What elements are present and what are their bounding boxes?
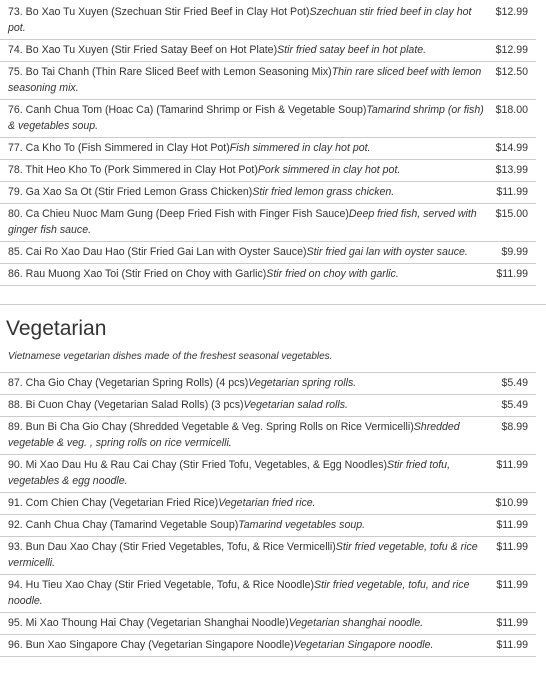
- menu-item[interactable]: [0, 575, 536, 613]
- item-price: $12.50: [495, 66, 528, 78]
- menu-item[interactable]: [0, 515, 536, 537]
- item-name: 79. Ga Xao Sa Ot (Stir Fried Lemon Grass Chicken): [8, 186, 253, 198]
- item-description: Tamarind shrimp (or fish) & vegetables soup.: [8, 104, 484, 132]
- item-name: 74. Bo Xao Tu Xuyen (Stir Fried Satay Beef on Hot Plate): [8, 44, 278, 56]
- item-description: Vegetarian spring rolls.: [248, 377, 357, 389]
- menu-item[interactable]: [0, 395, 536, 417]
- menu-item[interactable]: [0, 204, 536, 242]
- item-name: 78. Thit Heo Kho To (Pork Simmered in Clay Hot Pot): [8, 164, 258, 176]
- section-title: Vegetarian: [6, 317, 107, 340]
- item-name: 87. Cha Gio Chay (Vegetarian Spring Rolls) (4 pcs): [8, 377, 249, 389]
- item-name: 90. Mi Xao Dau Hu & Rau Cai Chay (Stir Fried Tofu, Vegetables, & Egg Noodles): [8, 459, 388, 471]
- item-name: 80. Ca Chieu Nuoc Mam Gung (Deep Fried Fish with Finger Fish Sauce): [8, 208, 349, 220]
- item-name: 91. Com Chien Chay (Vegetarian Fried Rice): [8, 497, 219, 509]
- item-description: Thin rare sliced beef with lemon seasoning mix.: [8, 66, 482, 94]
- item-name: 92. Canh Chua Chay (Tamarind Vegetable Soup): [8, 519, 239, 531]
- item-price: $10.99: [495, 497, 528, 509]
- item-description: Vegetarian salad rolls.: [243, 399, 348, 411]
- item-name: 75. Bo Tai Chanh (Thin Rare Sliced Beef with Lemon Seasoning Mix): [8, 66, 332, 78]
- menu-item[interactable]: [0, 264, 536, 286]
- item-name: 93. Bun Dau Xao Chay (Stir Fried Vegetables, Tofu, & Rice Vermicelli): [8, 541, 336, 553]
- item-description: Stir fried vegetable, tofu & rice vermicelli.: [8, 541, 478, 569]
- item-description: Vegetarian shanghai noodle.: [288, 617, 424, 629]
- item-description: Stir fried vegetable, tofu, and rice noodle.: [8, 579, 470, 607]
- item-description: Stir fried gai lan with oyster sauce.: [306, 246, 468, 258]
- item-description: Shredded vegetable & veg. , spring rolls on rice vermicelli.: [8, 421, 460, 449]
- item-name: 88. Bi Cuon Chay (Vegetarian Salad Rolls) (3 pcs): [8, 399, 244, 411]
- menu-item[interactable]: [0, 62, 536, 100]
- section-divider: [0, 304, 546, 305]
- item-name: 96. Bun Xao Singapore Chay (Vegetarian Singapore Noodle): [8, 639, 294, 651]
- item-price: $11.99: [496, 541, 528, 553]
- item-price: $11.99: [496, 519, 528, 531]
- item-price: $15.00: [495, 208, 528, 220]
- menu-item[interactable]: [0, 100, 536, 138]
- item-price: $8.99: [501, 421, 528, 433]
- vegetarian-dish-list: [0, 372, 536, 657]
- item-name: 86. Rau Muong Xao Toi (Stir Fried on Choy with Garlic): [8, 268, 267, 280]
- item-price: $11.99: [496, 617, 528, 629]
- menu-item[interactable]: [0, 182, 536, 204]
- item-price: $12.99: [495, 44, 528, 56]
- item-price: $11.99: [496, 186, 528, 198]
- menu-item[interactable]: [0, 455, 536, 493]
- item-price: $13.99: [495, 164, 528, 176]
- item-name: 94. Hu Tieu Xao Chay (Stir Fried Vegetable, Tofu, & Rice Noodle): [8, 579, 315, 591]
- item-description: Vegetarian Singapore noodle.: [293, 639, 434, 651]
- item-price: $18.00: [495, 104, 528, 116]
- menu-item[interactable]: [0, 493, 536, 515]
- item-description: Pork simmered in clay hot pot.: [257, 164, 401, 176]
- item-description: Stir fried on choy with garlic.: [266, 268, 399, 280]
- item-description: Szechuan stir fried beef in clay hot pot.: [8, 6, 472, 34]
- item-name: 77. Ca Kho To (Fish Simmered in Clay Hot Pot): [8, 142, 230, 154]
- item-price: $14.99: [495, 142, 528, 154]
- item-description: Deep fried fish, served with ginger fish sauce.: [8, 208, 477, 236]
- section-subtitle: Vietnamese vegetarian dishes made of the freshest seasonal vegetables.: [8, 351, 333, 362]
- menu-item[interactable]: [0, 537, 536, 575]
- item-price: $11.99: [496, 579, 528, 591]
- menu-item[interactable]: [0, 138, 536, 160]
- item-name: 76. Canh Chua Tom (Hoac Ca) (Tamarind Shrimp or Fish & Vegetable Soup): [8, 104, 367, 116]
- menu-item[interactable]: [0, 417, 536, 455]
- item-description: Vegetarian fried rice.: [218, 497, 316, 509]
- item-description: Tamarind vegetables soup.: [238, 519, 366, 531]
- menu-item[interactable]: [0, 2, 536, 40]
- item-price: $11.99: [496, 268, 528, 280]
- menu-item[interactable]: [0, 40, 536, 62]
- item-price: $11.99: [496, 459, 528, 471]
- item-price: $5.49: [501, 399, 528, 411]
- item-name: 85. Cai Ro Xao Dau Hao (Stir Fried Gai Lan with Oyster Sauce): [8, 246, 307, 258]
- menu-item[interactable]: [0, 635, 536, 657]
- item-price: $9.99: [501, 246, 528, 258]
- item-description: Stir fried tofu, vegetables & egg noodle.: [8, 459, 451, 487]
- item-name: 73. Bo Xao Tu Xuyen (Szechuan Stir Fried Beef in Clay Hot Pot): [8, 6, 310, 18]
- item-price: $5.49: [501, 377, 528, 389]
- item-description: Stir fried satay beef in hot plate.: [277, 44, 427, 56]
- item-description: Stir fried lemon grass chicken.: [252, 186, 395, 198]
- menu-item[interactable]: [0, 613, 536, 635]
- menu-item[interactable]: [0, 160, 536, 182]
- item-price: $12.99: [495, 6, 528, 18]
- main-dish-list: [0, 2, 536, 286]
- menu-item[interactable]: [0, 242, 536, 264]
- menu-item[interactable]: [0, 373, 536, 395]
- item-name: 95. Mi Xao Thoung Hai Chay (Vegetarian Shanghai Noodle): [8, 617, 289, 629]
- item-name: 89. Bun Bi Cha Gio Chay (Shredded Vegetable & Veg. Spring Rolls on Rice Vermicelli): [8, 421, 414, 433]
- item-price: $11.99: [496, 639, 528, 651]
- item-description: Fish simmered in clay hot pot.: [229, 142, 371, 154]
